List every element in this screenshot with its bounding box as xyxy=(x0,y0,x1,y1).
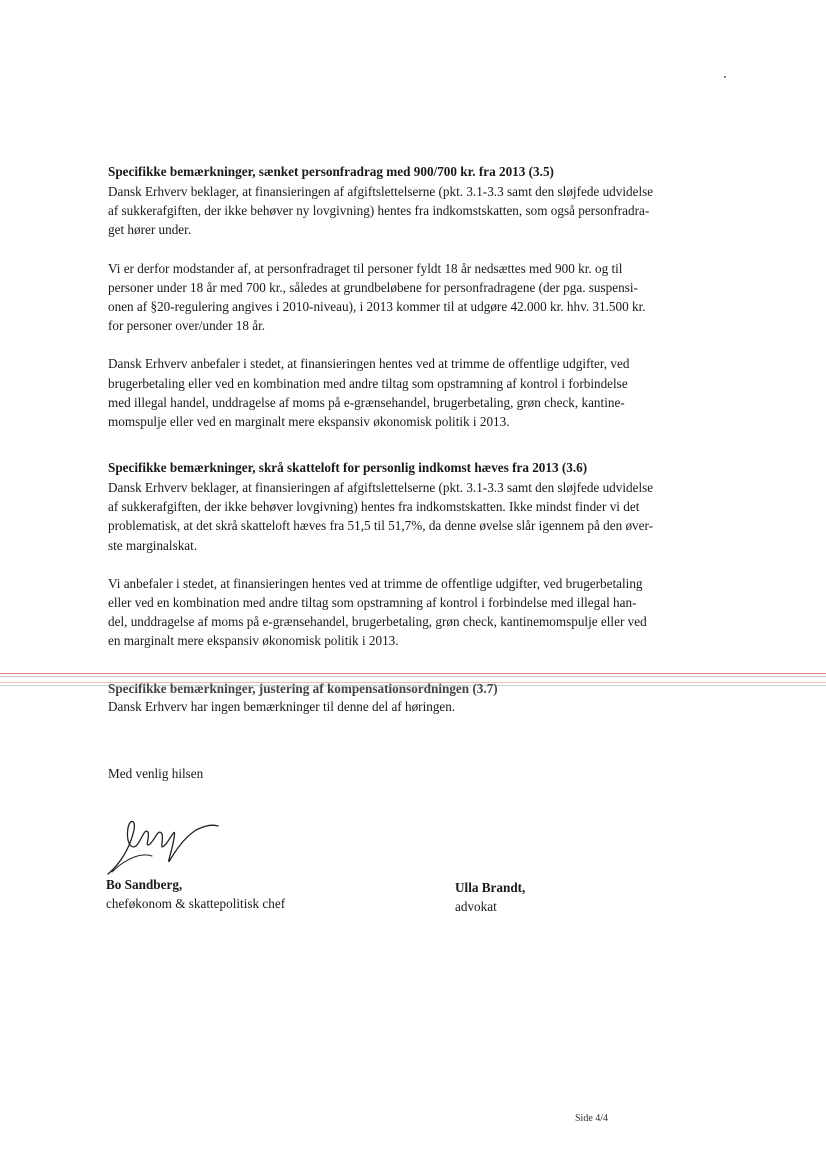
signatory-name: Ulla Brandt, xyxy=(455,880,526,895)
scan-artifact-line xyxy=(0,676,826,677)
text-line: Dansk Erhverv anbefaler i stedet, at finansieringen hentes ved at trimme de offentlige udgifter, ved xyxy=(108,356,630,372)
section-heading: Specifikke bemærkninger, justering af kompensationsordningen (3.7) xyxy=(108,681,498,696)
text-line: Dansk Erhverv har ingen bemærkninger til denne del af høringen. xyxy=(108,699,456,714)
paragraph xyxy=(108,354,728,431)
text-line: get hører under. xyxy=(108,222,192,238)
text-line: af sukkerafgiften, der ikke behøver lovgivning) hentes fra indkomstskatten. Ikke mindst finder vi det xyxy=(108,499,640,515)
handwritten-signature xyxy=(100,808,220,880)
section-personfradrag xyxy=(108,164,728,431)
text-line: brugerbetaling eller ved en kombination med andre tiltag som opstramning af kontrol i forbindelse xyxy=(108,375,628,391)
section-heading: Specifikke bemærkninger, skrå skatteloft for personlig indkomst hæves fra 2013 (3.6) xyxy=(108,460,588,475)
text-line: del, unddragelse af moms på e-grænsehandel, brugerbetaling, grøn check, kantinemomspulje eller ved xyxy=(108,614,647,630)
paragraph xyxy=(108,574,728,651)
section-kompensation xyxy=(108,681,728,716)
text-line: Dansk Erhverv beklager, at finansieringen af afgiftslettelserne (pkt. 3.1-3.3 samt den sløjfede udvidelse xyxy=(108,480,654,495)
signatory-name: Bo Sandberg, xyxy=(106,877,183,892)
text-line: problematisk, at det skrå skatteloft hæves fra 51,5 til 51,7%, da denne øvelse slår igennem på den øver- xyxy=(108,518,654,534)
signatory-title: advokat xyxy=(455,899,497,914)
section-skatteloft xyxy=(108,460,728,651)
text-line: af sukkerafgiften, der ikke behøver ny lovgivning) hentes fra indkomstskatten, som også personfradra- xyxy=(108,203,650,219)
text-line: momspulje eller ved en marginalt mere ekspansiv økonomisk politik i 2013. xyxy=(108,414,510,430)
section-heading: Specifikke bemærkninger, sænket personfradrag med 900/700 kr. fra 2013 (3.5) xyxy=(108,164,554,179)
paragraph xyxy=(108,478,728,555)
text-line: eller ved en kombination med andre tiltag som opstramning af kontrol i forbindelse med illegal han- xyxy=(108,595,637,611)
text-line: onen af §20-regulering angives i 2010-niveau), i 2013 kommer til at udgøre 42.000 kr. hhv. 31.500 kr. xyxy=(108,299,646,315)
text-line: Vi er derfor modstander af, at personfradraget til personer fyldt 18 år nedsættes med 900 kr. og til xyxy=(108,260,623,276)
text-line: Vi anbefaler i stedet, at finansieringen hentes ved at trimme de offentlige udgifter, ved brugerbetaling xyxy=(108,575,643,591)
text-line: Dansk Erhverv beklager, at finansieringen af afgiftslettelserne (pkt. 3.1-3.3 samt den sløjfede udvidelse xyxy=(108,184,654,199)
paragraph xyxy=(108,259,728,336)
text-line: med illegal handel, unddragelse af moms på e-grænsehandel, brugerbetaling, grøn check, kantine- xyxy=(108,394,625,410)
closing-greeting: Med venlig hilsen xyxy=(108,766,204,781)
scan-artifact-line xyxy=(0,673,826,674)
paragraph xyxy=(108,182,728,240)
page-number: Side 4/4 xyxy=(575,1113,609,1124)
signatory-title: cheføkonom & skattepolitisk chef xyxy=(106,896,286,911)
text-line: personer under 18 år med 700 kr., således at grundbeløbene for personfradragene (der pga. suspensi- xyxy=(108,279,638,295)
paragraph xyxy=(108,697,728,716)
scan-speck xyxy=(724,76,726,78)
text-line: en marginalt mere ekspansiv økonomisk politik i 2013. xyxy=(108,633,399,649)
text-line: for personer over/under 18 år. xyxy=(108,318,266,334)
text-line: ste marginalskat. xyxy=(108,537,198,553)
